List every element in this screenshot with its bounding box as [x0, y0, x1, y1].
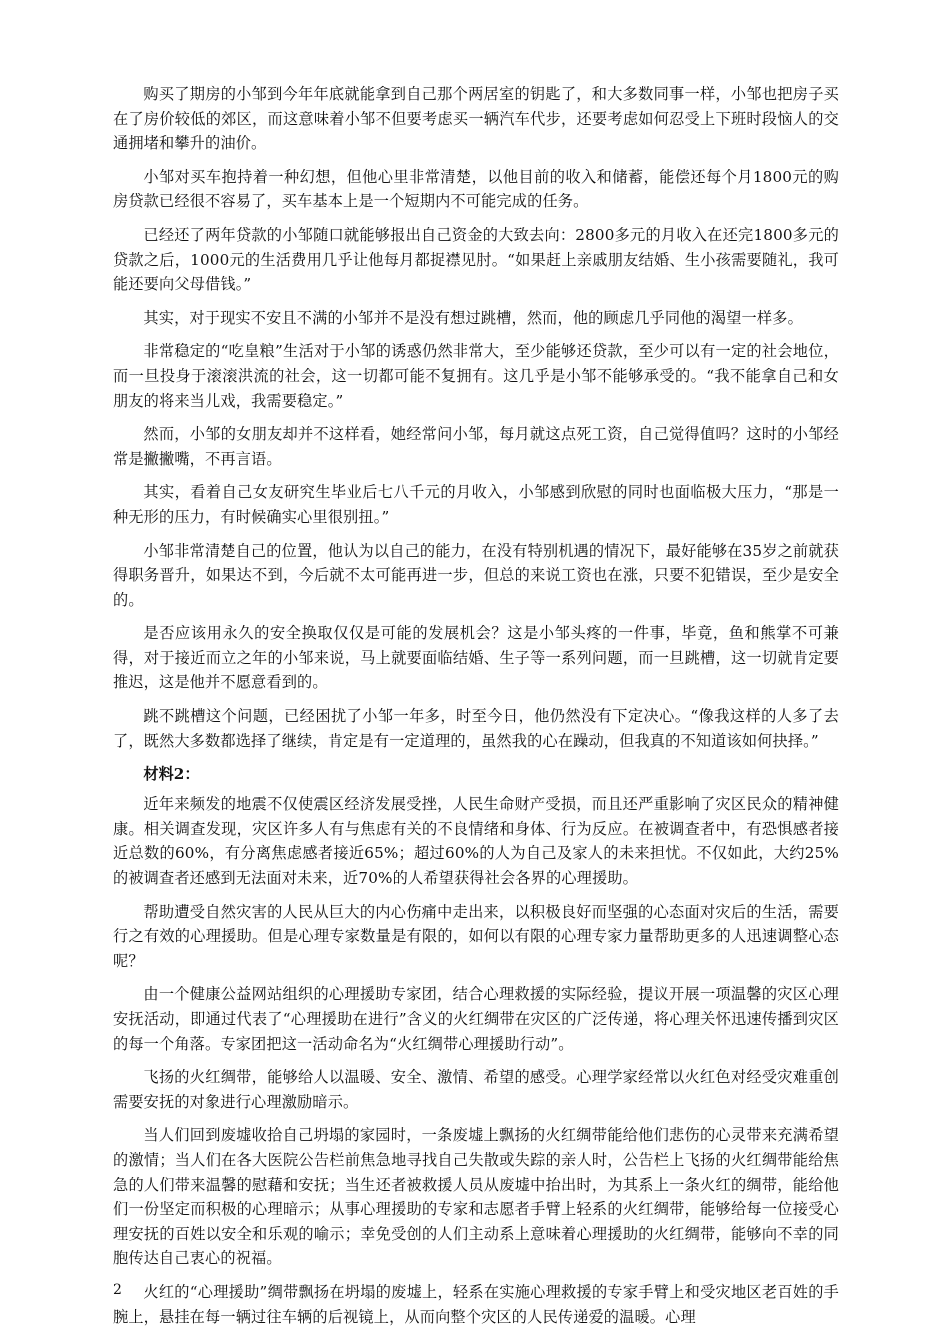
paragraph: 其实，对于现实不安且不满的小邹并不是没有想过跳槽，然而，他的顾虑几乎同他的渴望一样多。: [143, 308, 803, 327]
paragraph: 由一个健康公益网站组织的心理援助专家团，结合心理救援的实际经验，提议开展一项温馨的灾区心理安抚活动，即通过代表了“心理援助在进行”含义的火红绸带在灾区的广泛传递，将心理关怀迅速传播到灾区的每一个角落。专家团把这一活动命名为“火红绸带心理援助行动”。: [113, 985, 839, 1053]
paragraph: 火红的“心理援助”绸带飘扬在坍塌的废墟上，轻系在实施心理救援的专家手臂上和受灾地区老百姓的手腕上，悬挂在每一辆过往车辆的后视镜上，从而向整个灾区的人民传递爱的温暖。心理: [113, 1282, 839, 1326]
page-number: 2: [113, 1282, 122, 1298]
paragraph: 是否应该用永久的安全换取仅仅是可能的发展机会？这是小邹头疼的一件事，毕竟，鱼和熊掌不可兼得，对于接近而立之年的小邹来说，马上就要面临结婚、生子等一系列问题，而一旦跳槽，这一切就肯定要推迟，这是他并不愿意看到的。: [113, 624, 839, 692]
material-2-heading: 材料2：: [143, 765, 200, 784]
paragraph: 跳不跳槽这个问题，已经困扰了小邹一年多，时至今日，他仍然没有下定决心。“像我这样的人多了去了，既然大多数都选择了继续，肯定是有一定道理的，虽然我的心在躁动，但我真的不知道该如何抉择。”: [113, 707, 839, 750]
paragraph: 购买了期房的小邹到今年年底就能拿到自己那个两居室的钥匙了，和大多数同事一样，小邹也把房子买在了房价较低的郊区，而这意味着小邹不但要考虑买一辆汽车代步，还要考虑如何忍受上下班时段恼人的交通拥堵和攀升的油价。: [113, 85, 839, 153]
paragraph: 飞扬的火红绸带，能够给人以温暖、安全、激情、希望的感受。心理学家经常以火红色对经受灾难重创需要安抚的对象进行心理激励暗示。: [113, 1068, 839, 1111]
paragraph: 小邹非常清楚自己的位置，他认为以自己的能力，在没有特别机遇的情况下，最好能够在35岁之前就获得职务晋升，如果达不到，今后就不太可能再进一步，但总的来说工资也在涨，只要不犯错误，至少是安全的。: [113, 541, 839, 609]
paragraph: 其实，看着自己女友研究生毕业后七八千元的月收入，小邹感到欣慰的同时也面临极大压力，“那是一种无形的压力，有时候确实心里很别扭。”: [113, 483, 839, 526]
paragraph: 近年来频发的地震不仅使震区经济发展受挫，人民生命财产受损，而且还严重影响了灾区民众的精神健康。相关调查发现，灾区许多人有与焦虑有关的不良情绪和身体、行为反应。在被调查者中，有恐惧感者接近总数的60%，有分离焦虑感者接近65%；超过60%的人为自己及家人的未来担忧。不仅如此，大约25%的被调查者还感到无法面对未来，近70%的人希望获得社会各界的心理援助。: [113, 795, 839, 888]
paragraph: 非常稳定的“吃皇粮”生活对于小邹的诱惑仍然非常大，至少能够还贷款，至少可以有一定的社会地位，而一旦投身于滚滚洪流的社会，这一切都可能不复拥有。这几乎是小邹不能够承受的。“我不能拿自己和女朋友的将来当儿戏，我需要稳定。”: [113, 342, 839, 410]
paragraph: 小邹对买车抱持着一种幻想，但他心里非常清楚，以他目前的收入和储蓄，能偿还每个月1800元的购房贷款已经很不容易了，买车基本上是一个短期内不可能完成的任务。: [113, 167, 839, 211]
paragraph: 帮助遭受自然灾害的人民从巨大的内心伤痛中走出来，以积极良好而坚强的心态面对灾后的生活，需要行之有效的心理援助。但是心理专家数量是有限的，如何以有限的心理专家力量帮助更多的人迅速调整心态呢？: [113, 902, 839, 970]
paragraph: 当人们回到废墟收拾自己坍塌的家园时，一条废墟上飘扬的火红绸带能给他们悲伤的心灵带来充满希望的激情；当人们在各大医院公告栏前焦急地寻找自己失散或失踪的亲人时，公告栏上飞扬的火红绸带能给焦急的人们带来温馨的慰藉和安抚；当生还者被救援人员从废墟中抬出时，为其系上一条火红的绸带，能给他们一份坚定而积极的心理暗示；从事心理援助的专家和志愿者手臂上轻系的火红绸带，能够给每一位接受心理安抚的百姓以安全和乐观的喻示；幸免受创的人们主动系上意味着心理援助的火红绸带，能够向不幸的同胞传达自己衷心的祝福。: [113, 1126, 839, 1268]
document-body: [113, 82, 839, 1338]
paragraph: 然而，小邹的女朋友却并不这样看，她经常问小邹，每月就这点死工资，自己觉得值吗？这时的小邹经常是撇撇嘴，不再言语。: [113, 425, 839, 468]
paragraph: 已经还了两年贷款的小邹随口就能够报出自己资金的大致去向：2800多元的月收入在还完1800多元的贷款之后，1000元的生活费用几乎让他每月都捉襟见肘。“如果赶上亲戚朋友结婚、生小孩需要随礼，我可能还要向父母借钱。”: [113, 225, 839, 294]
